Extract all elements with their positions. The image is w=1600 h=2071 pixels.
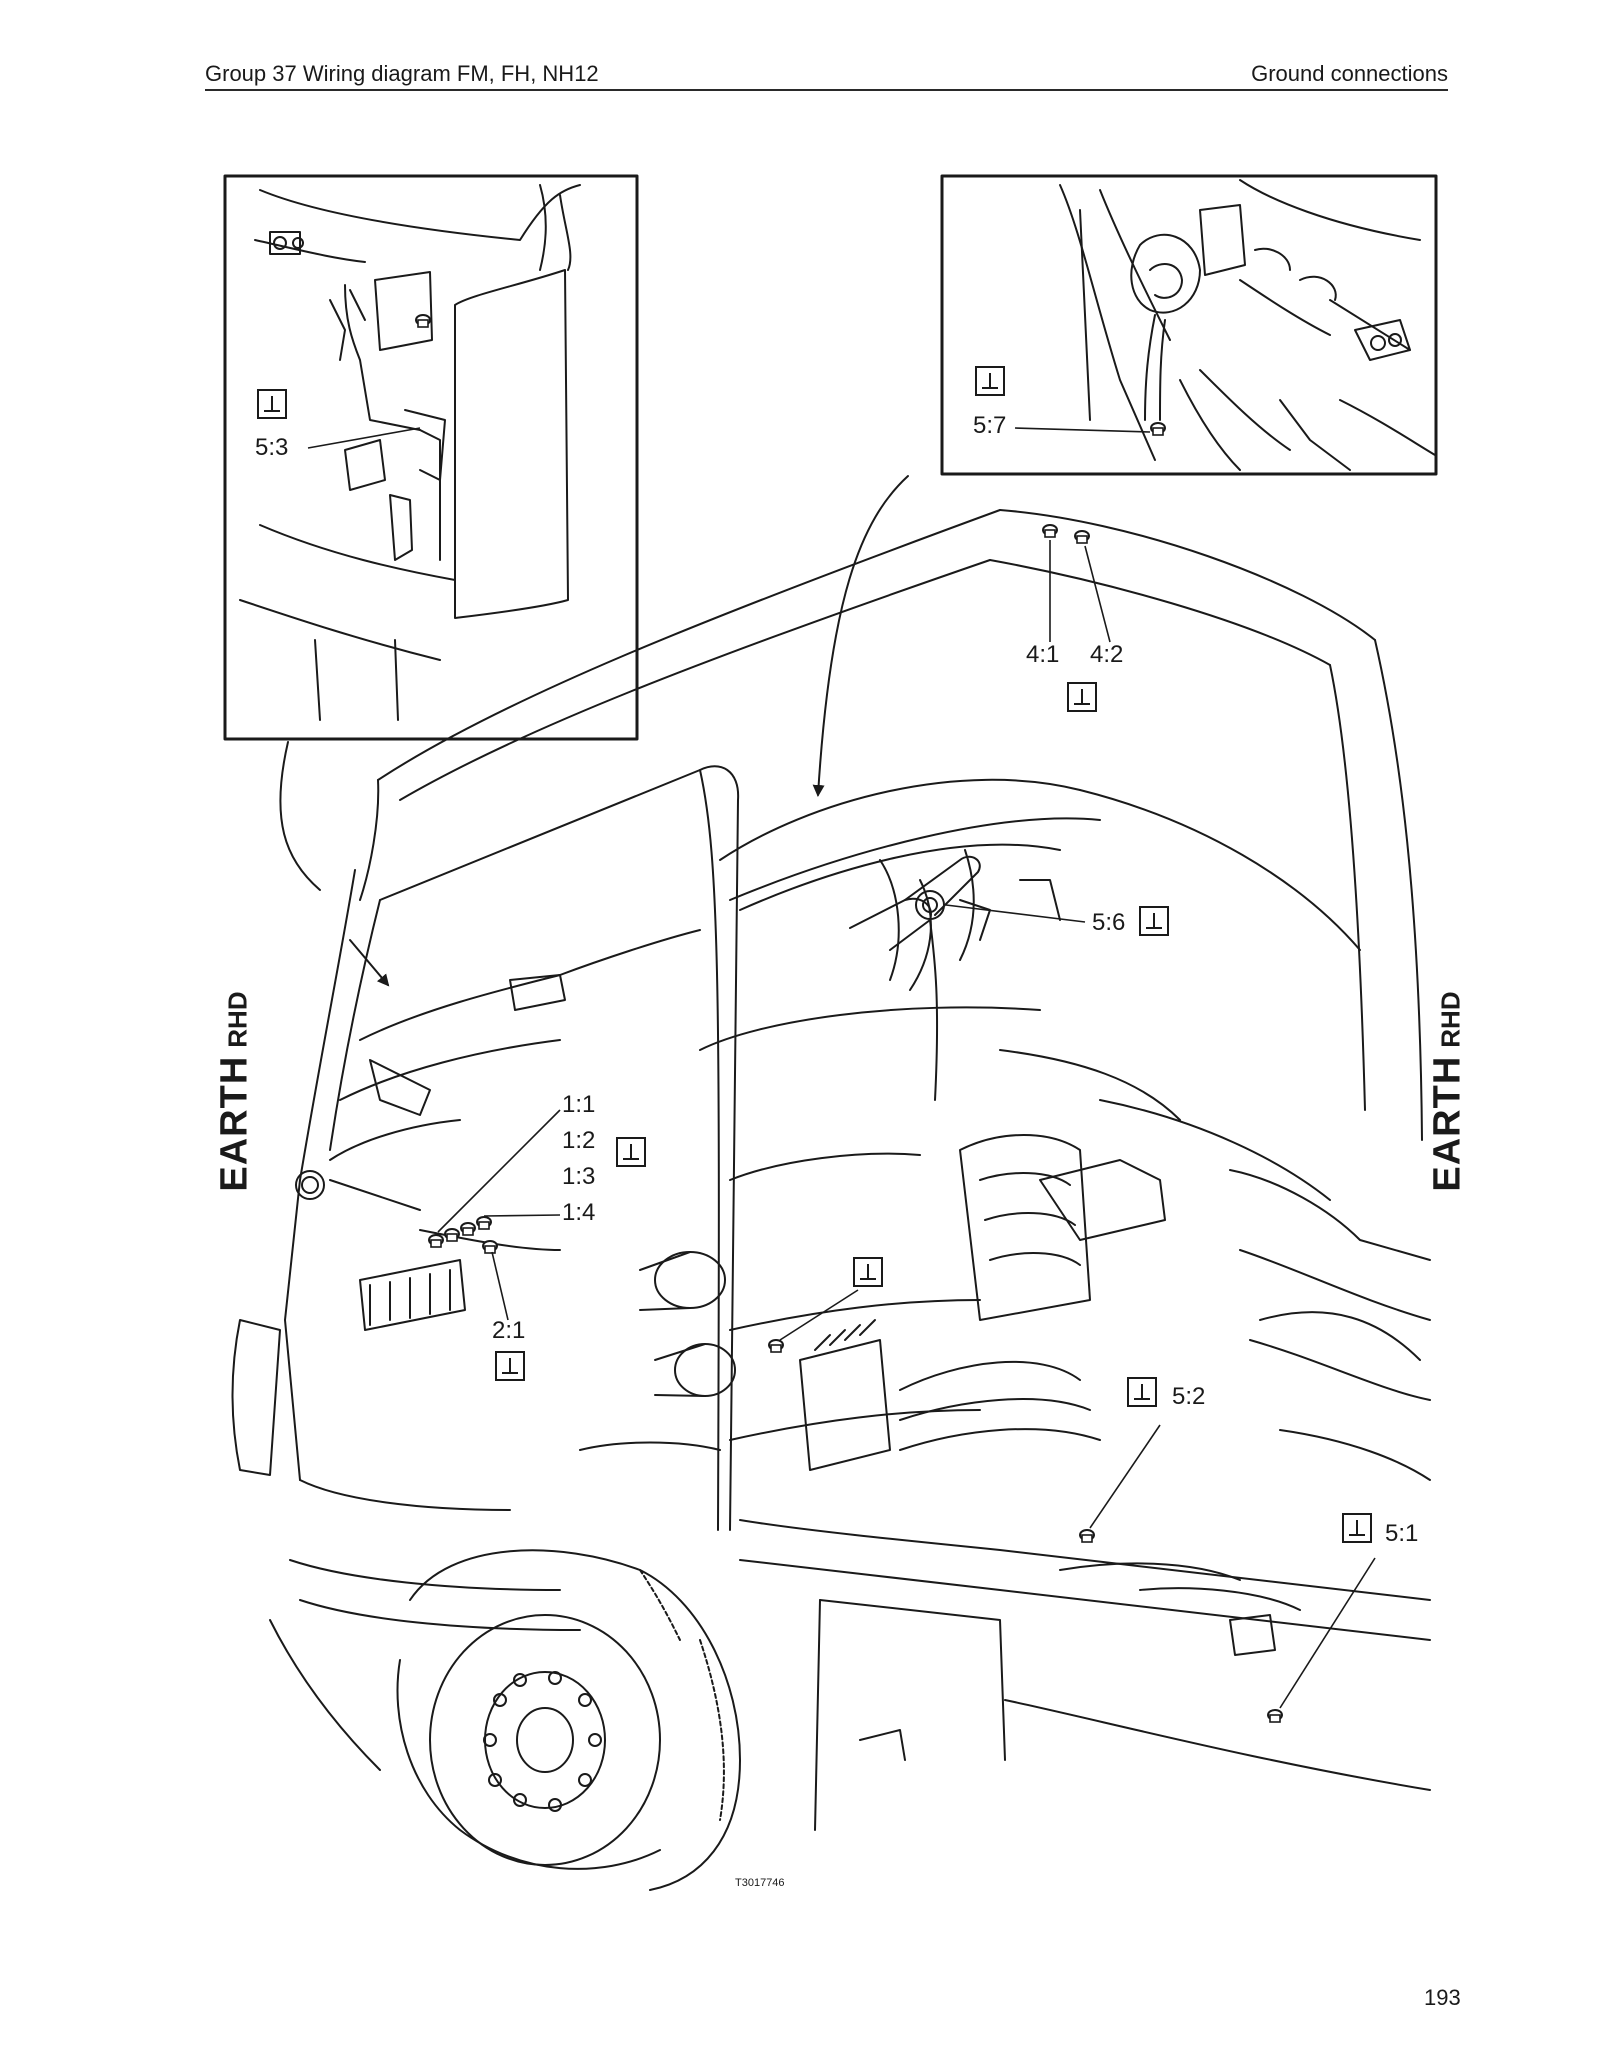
callout-1-3: 1:3 — [562, 1163, 596, 1190]
ground-symbol-5-1 — [1343, 1514, 1371, 1542]
bolt-2-1 — [483, 1241, 497, 1253]
truck-cab — [285, 510, 1430, 1530]
page-number: 193 — [1424, 1985, 1461, 2010]
front-wheel — [398, 1550, 741, 1890]
steering — [850, 857, 990, 1100]
bolt-1-4 — [477, 1217, 491, 1229]
bolt-1-3 — [461, 1223, 475, 1235]
inset-right-detail — [1060, 180, 1435, 470]
header-title: Group 37 Wiring diagram FM, FH, NH12 — [205, 61, 599, 86]
inset-frame-right — [942, 176, 1436, 474]
callout-5-7: 5:7 — [973, 412, 1007, 439]
tanks — [640, 1252, 735, 1396]
chassis — [740, 1520, 1430, 1830]
ground-symbol-1 — [617, 1138, 645, 1166]
ground-symbol-5-7 — [976, 367, 1004, 395]
callout-4-2: 4:2 — [1090, 641, 1124, 668]
ground-symbols — [258, 367, 1371, 1542]
callout-1-1: 1:1 — [562, 1091, 596, 1118]
callout-1-4: 1:4 — [562, 1199, 596, 1226]
bolt-1-1 — [429, 1235, 443, 1247]
callout-1-2: 1:2 — [562, 1127, 596, 1154]
ground-symbol-5-2 — [1128, 1378, 1156, 1406]
callout-5-6: 5:6 — [1092, 909, 1126, 936]
callout-2-1: 2:1 — [492, 1317, 526, 1344]
callout-4-1: 4:1 — [1026, 641, 1060, 668]
console — [800, 1135, 1420, 1470]
callout-labels — [255, 412, 1418, 1547]
ground-symbol-center — [854, 1258, 882, 1286]
bolt-4-1 — [1043, 525, 1057, 537]
ground-symbol-2-1 — [496, 1352, 524, 1380]
callout-5-3: 5:3 — [255, 434, 289, 461]
door-lower — [233, 1320, 721, 1770]
bolt-5-3 — [416, 315, 430, 327]
ground-symbol-5-6 — [1140, 907, 1168, 935]
bolt-1-2 — [445, 1229, 459, 1241]
callout-5-1: 5:1 — [1385, 1520, 1419, 1547]
ground-symbol-5-3 — [258, 390, 286, 418]
bolt-center — [769, 1340, 783, 1352]
rhd-label: RHD — [1435, 991, 1466, 1048]
earth-label: EARTH — [1426, 1055, 1469, 1192]
header-section: Ground connections — [1251, 61, 1448, 86]
inset-left-detail — [240, 185, 580, 720]
ground-symbol-4 — [1068, 683, 1096, 711]
leader-curve-left-inset — [280, 742, 320, 890]
bolt-5-7 — [1151, 423, 1165, 435]
earth-label: EARTH — [213, 1055, 256, 1192]
bolt-5-1 — [1268, 1710, 1282, 1722]
rhd-label: RHD — [222, 991, 253, 1048]
bolt-5-2 — [1080, 1530, 1094, 1542]
callout-5-2: 5:2 — [1172, 1383, 1206, 1410]
ground-bolts — [416, 315, 1282, 1722]
arrow-right-inset — [818, 476, 908, 795]
bolt-4-2 — [1075, 531, 1089, 543]
figure-code: T3017746 — [735, 1877, 785, 1889]
leader-lines — [308, 428, 1375, 1708]
